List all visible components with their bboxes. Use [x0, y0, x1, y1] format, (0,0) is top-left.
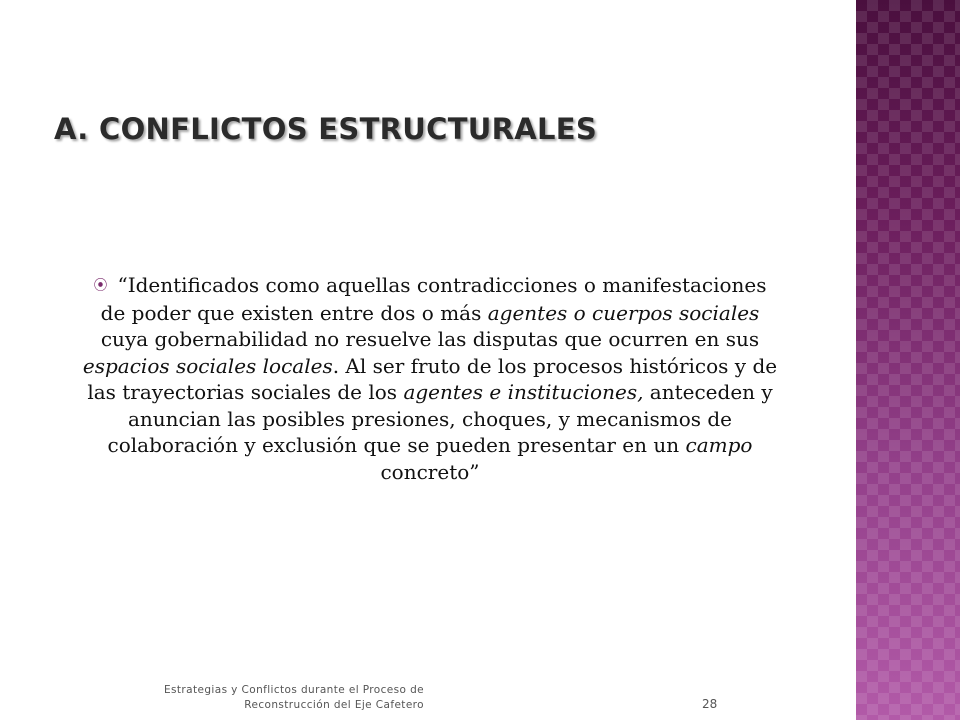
footer-line-2: Reconstrucción del Eje Cafetero [244, 699, 424, 711]
footer-line-1: Estrategias y Conflictos durante el Proceso de [164, 684, 424, 696]
quote-segment-2-italic: agentes o cuerpos sociales [487, 300, 760, 325]
slide-title: A. CONFLICTOS ESTRUCTURALES [54, 112, 598, 146]
decorative-side-panel [856, 0, 960, 720]
quote-segment-4-italic: espacios sociales locales [82, 353, 333, 378]
footer-caption [146, 683, 424, 713]
bullet-paragraph [80, 272, 780, 485]
quote-segment-9: concreto” [380, 459, 480, 484]
quote-segment-6-italic: agentes e instituciones, [403, 380, 644, 404]
quote-segment-3: cuya gobernabilidad no resuelve las disputas que ocurren en sus [100, 327, 760, 351]
page-number: 28 [702, 697, 718, 711]
quote-segment-8-italic: campo [685, 433, 753, 457]
quote-segment-1: “Identificados como aquellas contradicciones o manifestaciones de poder que existen entre dos o más [100, 273, 767, 325]
quote-segment-5: . Al ser fruto de los procesos históricos y de las trayectorias sociales de los [87, 353, 778, 404]
circled-dot-bullet-icon: ⦿ [93, 278, 108, 294]
quote-segment-7: anteceden y anuncian las posibles presiones, choques, y mecanismos de colaboración y exclusión que se pueden presentar en un [107, 380, 773, 457]
